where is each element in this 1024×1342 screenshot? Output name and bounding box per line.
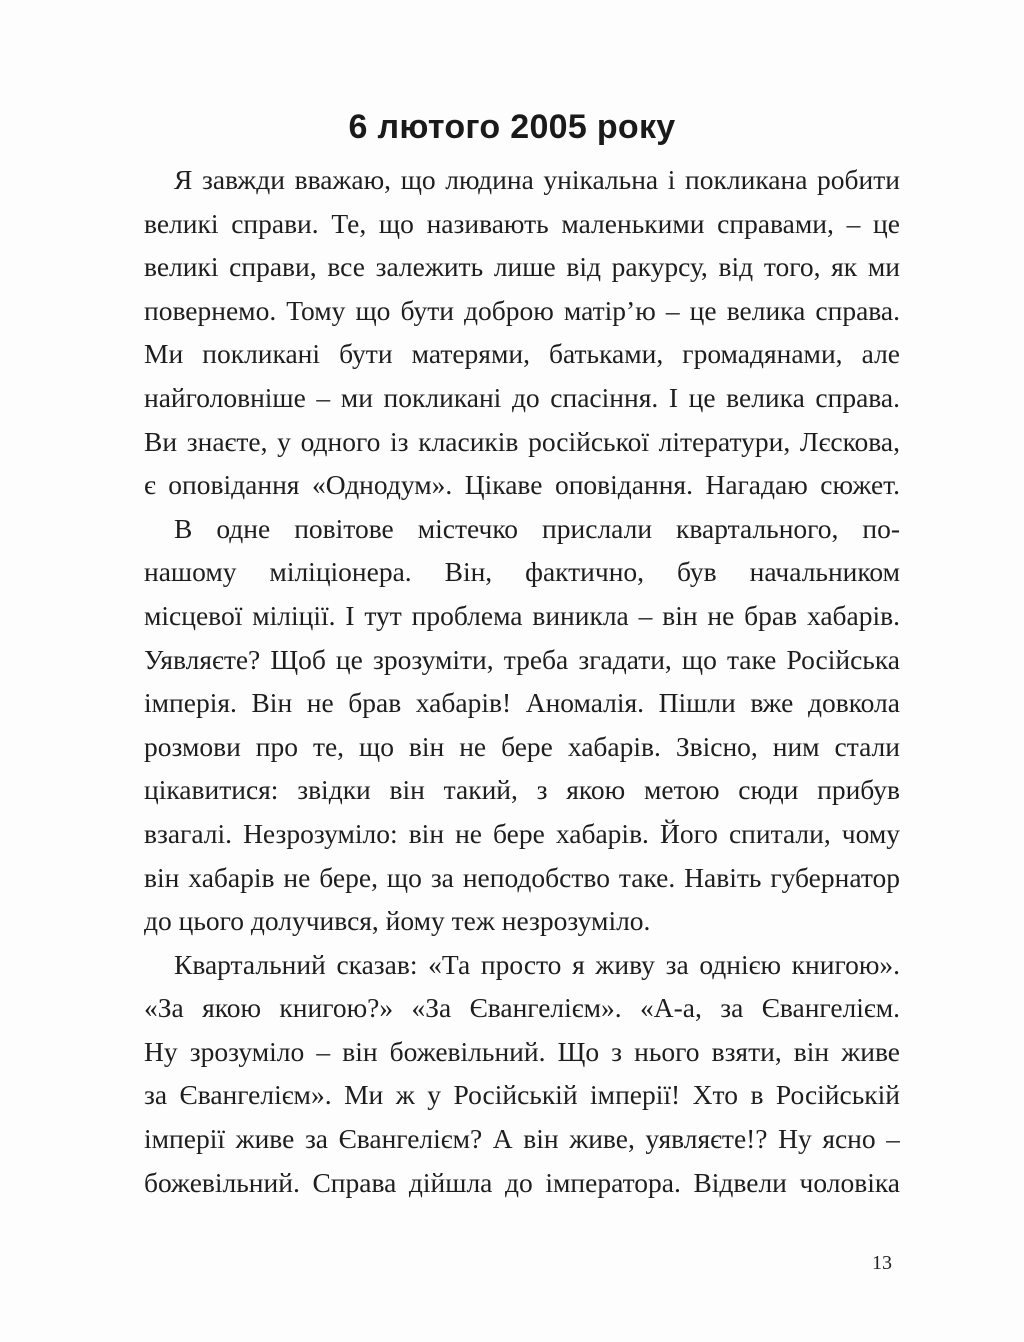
text-line: Уявляєте? Щоб це зрозуміти, треба згадати, що таке Російська xyxy=(144,643,900,675)
body-text xyxy=(144,158,900,1204)
text-line: Ну зрозуміло – він божевільний. Що з нього взяти, він живе xyxy=(144,1035,900,1067)
text-line: Ви знаєте, у одного із класиків російської літератури, Лєскова, xyxy=(144,425,900,457)
paragraph-3 xyxy=(144,943,900,1205)
text-line: місцевої міліції. І тут проблема виникла – він не брав хабарів. xyxy=(144,599,900,631)
text-line: є оповідання «Однодум». Цікаве оповідання. Нагадаю сюжет. xyxy=(144,469,900,501)
text-line: великі справи. Те, що називають маленькими справами, – це xyxy=(144,207,900,239)
chapter-heading: 6 лютого 2005 року xyxy=(348,108,676,146)
paragraph-1 xyxy=(144,158,900,507)
text-line: божевільний. Справа дійшла до імператора. Відвели чоловіка xyxy=(144,1166,900,1198)
text-line: повернемо. Тому що бути доброю матір’ю – це велика справа. xyxy=(144,294,900,326)
text-line: Ми покликані бути матерями, батьками, громадянами, але xyxy=(144,338,900,370)
text-line: «За якою книгою?» «За Євангелієм». «А-а, за Євангелієм. xyxy=(144,992,900,1024)
text-line: цікавитися: звідки він такий, з якою метою сюди прибув xyxy=(144,774,900,806)
text-line: В одне повітове містечко прислали квартального, по- xyxy=(174,512,900,544)
text-line: найголовніше – ми покликані до спасіння. І це велика справа. xyxy=(144,381,900,413)
text-line: до цього долучився, йому теж незрозуміло. xyxy=(144,905,651,937)
text-line: імперії живе за Євангелієм? А він живе, уявляєте!? Ну ясно – xyxy=(144,1123,900,1155)
text-line: взагалі. Незрозуміло: він не бере хабарів. Його спитали, чому xyxy=(144,817,900,849)
text-line: великі справи, все залежить лише від ракурсу, від того, як ми xyxy=(144,251,900,283)
text-line: Я завжди вважаю, що людина унікальна і покликана робити xyxy=(174,164,900,195)
paragraph-2 xyxy=(144,507,900,943)
text-line: він хабарів не бере, що за неподобство таке. Навіть губернатор xyxy=(144,861,900,893)
text-line: за Євангелієм». Ми ж у Російській імперії! Хто в Російській xyxy=(144,1079,900,1111)
text-line: імперія. Він не брав хабарів! Аномалія. Пішли вже довкола xyxy=(144,687,900,719)
text-line: Квартальний сказав: «Та просто я живу за однією книгою». xyxy=(174,948,900,980)
text-line: розмови про те, що він не бере хабарів. Звісно, ним стали xyxy=(144,730,900,762)
text-line: нашому міліціонера. Він, фактично, був начальником xyxy=(144,556,900,588)
page-number: 13 xyxy=(872,1252,892,1274)
